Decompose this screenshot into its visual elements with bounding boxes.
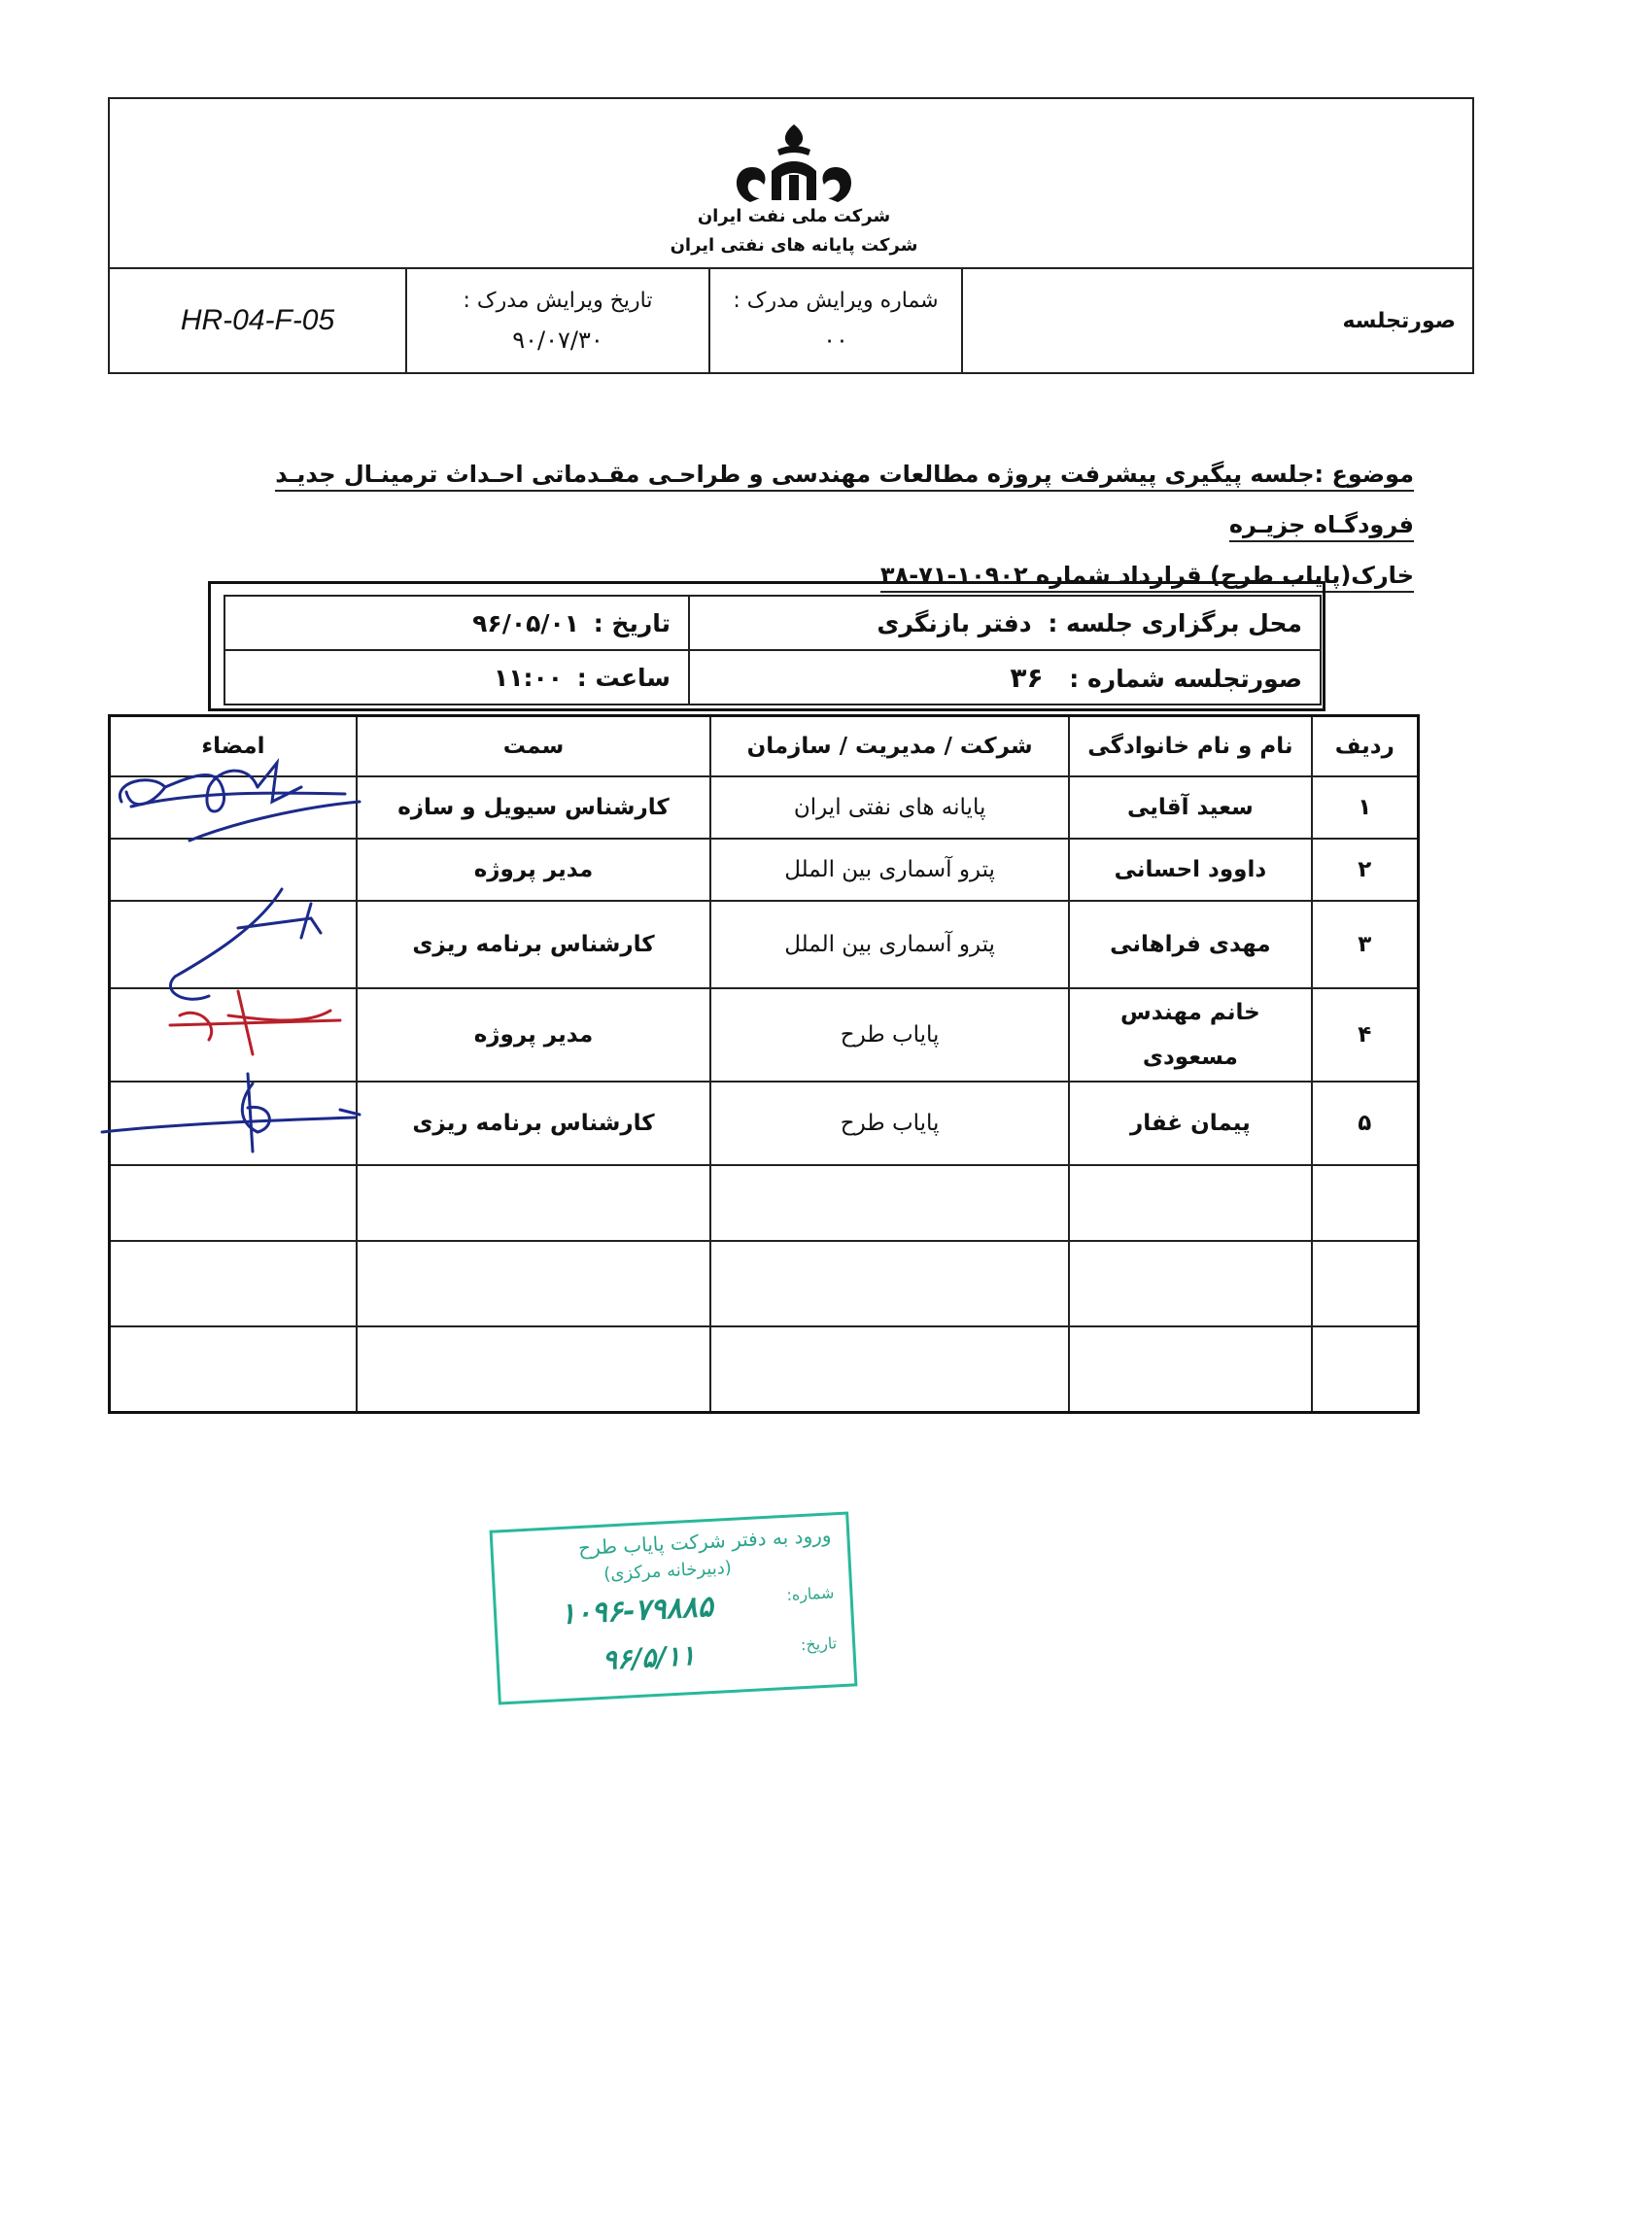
attendee-position: کارشناس برنامه ریزی — [357, 1082, 710, 1165]
attendee-company: پایاب طرح — [710, 1082, 1069, 1165]
revision-date-value: ۹۰/۰۷/۳۰ — [512, 326, 603, 354]
stamp-line-1: ورود به دفتر شرکت پایاب طرح — [577, 1523, 832, 1561]
attendee-position: کارشناس سیویل و سازه — [357, 776, 710, 839]
signature-1 — [120, 763, 360, 841]
row-number: ۳ — [1312, 901, 1419, 988]
attendee-position: مدیر پروژه — [357, 839, 710, 901]
stamp-line-2: (دبیرخانه مرکزی) — [602, 1557, 733, 1585]
signatures-overlay — [92, 734, 374, 1161]
meeting-date-value: ۹۶/۰۵/۰۱ — [472, 608, 579, 637]
header-row-number: ردیف — [1312, 716, 1419, 777]
signature-4 — [102, 1074, 360, 1152]
attendee-name: سعید آقایی — [1069, 776, 1312, 839]
nioc-logo-icon — [721, 117, 867, 204]
meeting-location: محل برگزاری جلسه : دفتر بازنگری — [689, 596, 1321, 650]
attendee-company: پترو آسماری بین الملل — [710, 839, 1069, 901]
meeting-date: تاریخ : ۹۶/۰۵/۰۱ — [224, 596, 689, 650]
meeting-time-value: ۱۱:۰۰ — [494, 663, 564, 692]
attendee-name: خانم مهندس مسعودی — [1069, 988, 1312, 1082]
subject-line-1: موضوع :جلسه پیگیری پیشرفت پروژه مطالعات مهندسی و طراحـی مقـدماتی احـداث ترمینـال جدیـد فرودگـاه جزیـره — [275, 461, 1414, 542]
stamp-number-value: ۱۰۹۶-۷۹۸۸۵ — [559, 1589, 714, 1633]
signature-3 — [170, 991, 340, 1054]
attendee-company: پایاب طرح — [710, 988, 1069, 1082]
stamp-number-label: شماره: — [785, 1583, 835, 1604]
attendee-company: پایانه های نفتی ایران — [710, 776, 1069, 839]
row-number: ۴ — [1312, 988, 1419, 1082]
header-position: سمت — [357, 716, 710, 777]
meeting-number-value: ۳۶ — [1010, 661, 1044, 694]
stamp-date-value: ۹۶/۵/۱۱ — [602, 1638, 697, 1676]
company-name-iotc: شرکت پایانه های نفتی ایران — [670, 235, 918, 256]
attendee-company: پترو آسماری بین الملل — [710, 901, 1069, 988]
attendee-name: پیمان غفار — [1069, 1082, 1312, 1165]
form-title: صورتجلسه — [1342, 308, 1456, 333]
attendee-name: مهدی فراهانی — [1069, 901, 1312, 988]
company-name-nioc: شرکت ملی نفت ایران — [697, 206, 891, 226]
row-number: ۵ — [1312, 1082, 1419, 1165]
header-signature: امضاء — [110, 716, 357, 777]
stamp-date-label: تاریخ: — [800, 1633, 838, 1655]
revision-number-value: ۰۰ — [823, 326, 848, 354]
subject-line-2: خارک(پایاب طرح) قرارداد شماره ۱۰۹۰۲-۷۱-۳۸ — [880, 562, 1414, 593]
receipt-stamp — [490, 1511, 858, 1704]
meeting-number: صورتجلسه شماره : ۳۶ — [689, 650, 1321, 705]
attendee-position: کارشناس برنامه ریزی — [357, 901, 710, 988]
signature-2 — [170, 889, 321, 999]
revision-number-label: شماره ویرایش مدرک : — [733, 288, 939, 313]
meeting-subject — [185, 449, 1414, 601]
row-number: ۱ — [1312, 776, 1419, 839]
meeting-info — [224, 595, 1322, 705]
empty-row — [110, 1241, 1419, 1326]
meeting-location-value: دفتر بازنگری — [877, 608, 1032, 637]
meeting-time: ساعت : ۱۱:۰۰ — [224, 650, 689, 705]
revision-date-label: تاریخ ویرایش مدرک : — [463, 288, 653, 313]
document-code: HR-04-F-05 — [180, 304, 335, 336]
empty-row — [110, 1165, 1419, 1241]
row-number: ۲ — [1312, 839, 1419, 901]
attendee-name: داوود احسانی — [1069, 839, 1312, 901]
empty-row — [110, 1326, 1419, 1412]
header-company: شرکت / مدیریت / سازمان — [710, 716, 1069, 777]
document-meta-row — [108, 267, 1474, 374]
header-name: نام و نام خانوادگی — [1069, 716, 1312, 777]
attendee-position: مدیر پروژه — [357, 988, 710, 1082]
